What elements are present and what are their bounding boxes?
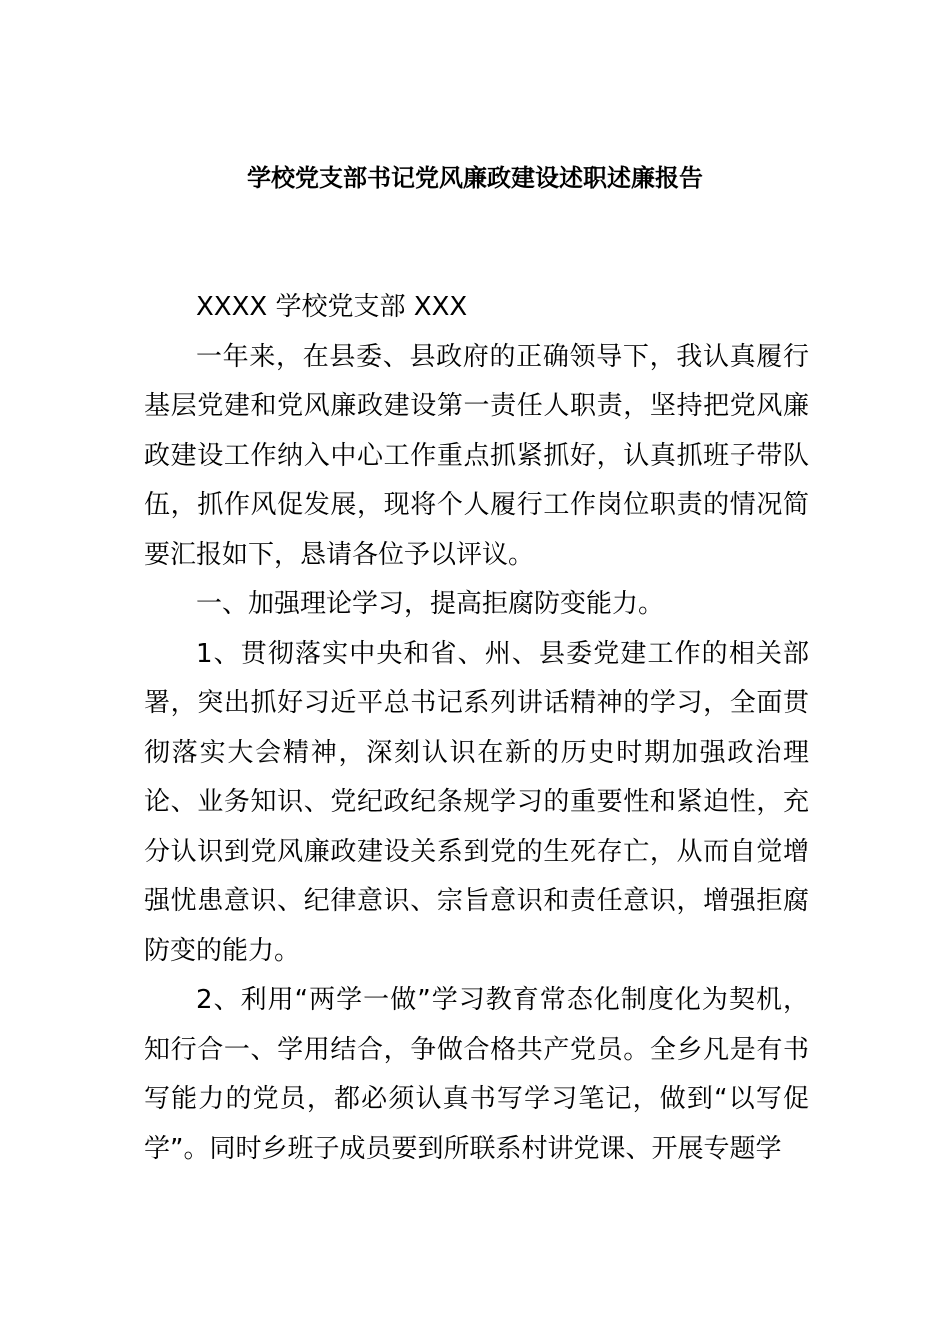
document-title: 学校党支部书记党风廉政建设述职述廉报告 — [247, 164, 703, 192]
section-heading: 一、加强理论学习，提高拒腐防变能力。 — [196, 589, 665, 619]
body-paragraph-item-1: 1、贯彻落实中央和省、州、县委党建工作的相关部署，突出抓好习近平总书记系列讲话精神的学习，全面贯彻落实大会精神，深刻认识在新的历史时期加强政治理论、业务知识、党纪政纪条规学习的重要性和紧迫性，充分认识到党风廉政建设关系到党的生死存亡，从而自觉增强忧患意识、纪律意识、宗旨意识和责任意识，增强拒腐防变的能力。 — [144, 638, 809, 966]
body-paragraph-intro: 一年来，在县委、县政府的正确领导下，我认真履行基层党建和党风廉政建设第一责任人职责，坚持把党风廉政建设工作纳入中心工作重点抓紧抓好，认真抓班子带队伍，抓作风促发展，现将个人履行工作岗位职责的情况简要汇报如下，恳请各位予以评议。 — [144, 341, 809, 570]
author-line: XXXX 学校党支部 XXX — [196, 292, 468, 322]
body-paragraph-item-2: 2、利用“两学一做”学习教育常态化制度化为契机，知行合一、学用结合，争做合格共产党员。全乡凡是有书写能力的党员，都必须认真书写学习笔记，做到“以写促学”。同时乡班子成员要到所联系村讲党课、开展专题学 — [144, 985, 809, 1164]
document-body — [144, 283, 809, 1174]
